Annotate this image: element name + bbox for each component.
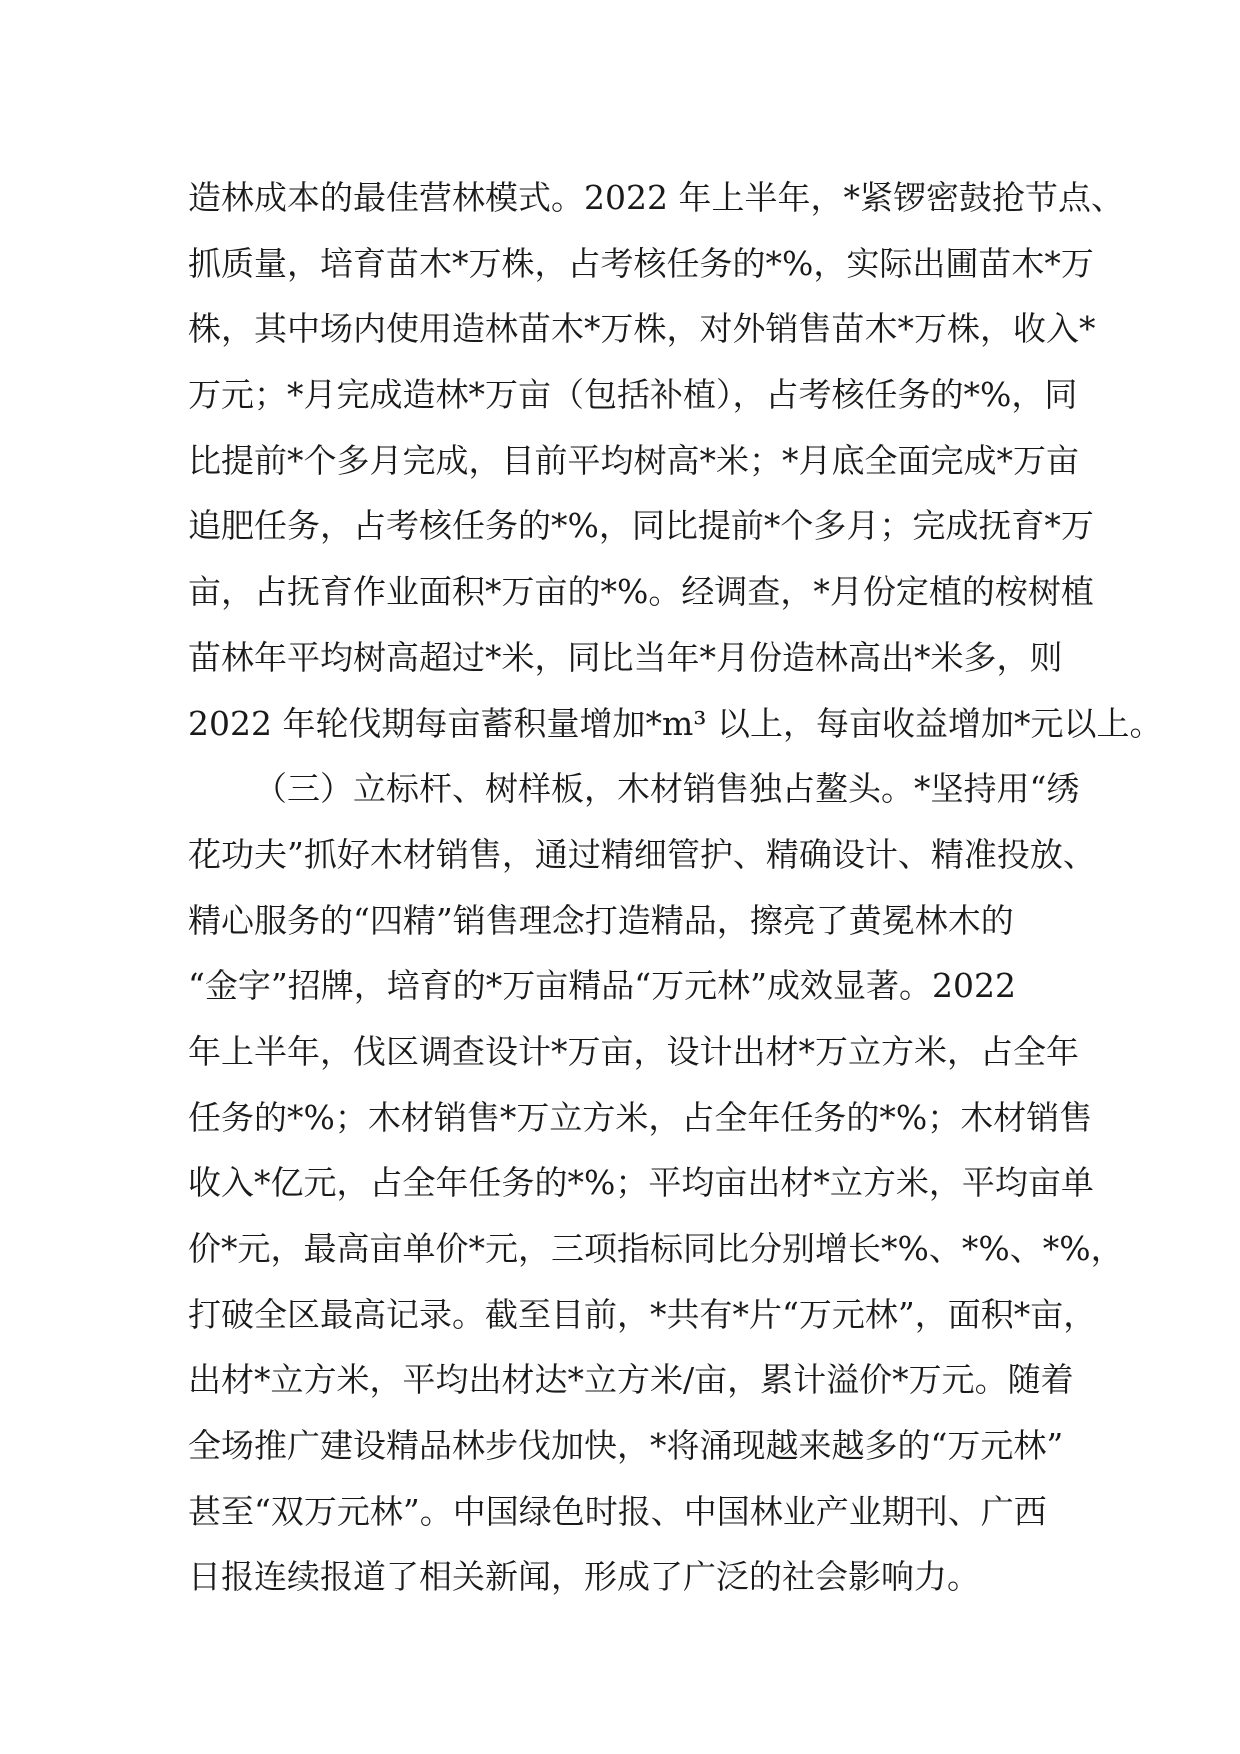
text-line: 甚至“双万元林”。中国绿色时报、中国林业产业期刊、广西: [188, 1491, 1047, 1531]
text-line: 价*元，最高亩单价*元，三项指标同比分别增长*%、*%、*%，: [188, 1229, 1124, 1268]
text-line: 花功夫”抓好木材销售，通过精细管护、精确设计、精准投放、: [188, 834, 1096, 874]
body-text: [188, 165, 1163, 1610]
text-line: 任务的*%；木材销售*万立方米，占全年任务的*%；木材销售: [188, 1097, 1093, 1137]
text-line: 出材*立方米，平均出材达*立方米/亩，累计溢价*万元。随着: [188, 1360, 1074, 1400]
text-line: 苗林年平均树高超过*米，同比当年*月份造林高出*米多，则: [188, 637, 1063, 677]
text-line: 打破全区最高记录。截至目前，*共有*片“万元林”，面积*亩，: [188, 1294, 1097, 1334]
text-line: 收入*亿元，占全年任务的*%；平均亩出材*立方米，平均亩单: [188, 1163, 1094, 1203]
text-line: 株，其中场内使用造林苗木*万株，对外销售苗木*万株，收入*: [188, 309, 1096, 349]
text-line: 亩，占抚育作业面积*万亩的*%。经调查，*月份定植的桉树植: [188, 572, 1094, 612]
text-line: 比提前*个多月完成，目前平均树高*米；*月底全面完成*万亩: [188, 440, 1079, 480]
text-line: 年上半年，伐区调查设计*万亩，设计出材*万立方米，占全年: [188, 1031, 1079, 1071]
text-line: 2022 年轮伐期每亩蓄积量增加*m³ 以上，每亩收益增加*元以上。: [188, 703, 1163, 743]
text-line: 追肥任务，占考核任务的*%，同比提前*个多月；完成抚育*万: [188, 506, 1094, 546]
text-line: 万元；*月完成造林*万亩（包括补植），占考核任务的*%，同: [188, 375, 1078, 415]
text-line: 精心服务的“四精”销售理念打造精品，擦亮了黄冕林木的: [188, 900, 1014, 940]
text-line: “金字”招牌，培育的*万亩精品“万元林”成效显著。2022: [188, 966, 1016, 1006]
text-line: 全场推广建设精品林步伐加快，*将涌现越来越多的“万元林”: [188, 1426, 1064, 1466]
text-line: 造林成本的最佳营林模式。2022 年上半年，*紧锣密鼓抢节点、: [188, 178, 1124, 217]
text-line: 日报连续报道了相关新闻，形成了广泛的社会影响力。: [188, 1557, 980, 1597]
section-heading-line: （三）立标杆、树样板，木材销售独占鳌头。*坚持用“绣: [254, 769, 1080, 809]
text-line: 抓质量，培育苗木*万株，占考核任务的*%，实际出圃苗木*万: [188, 243, 1094, 283]
